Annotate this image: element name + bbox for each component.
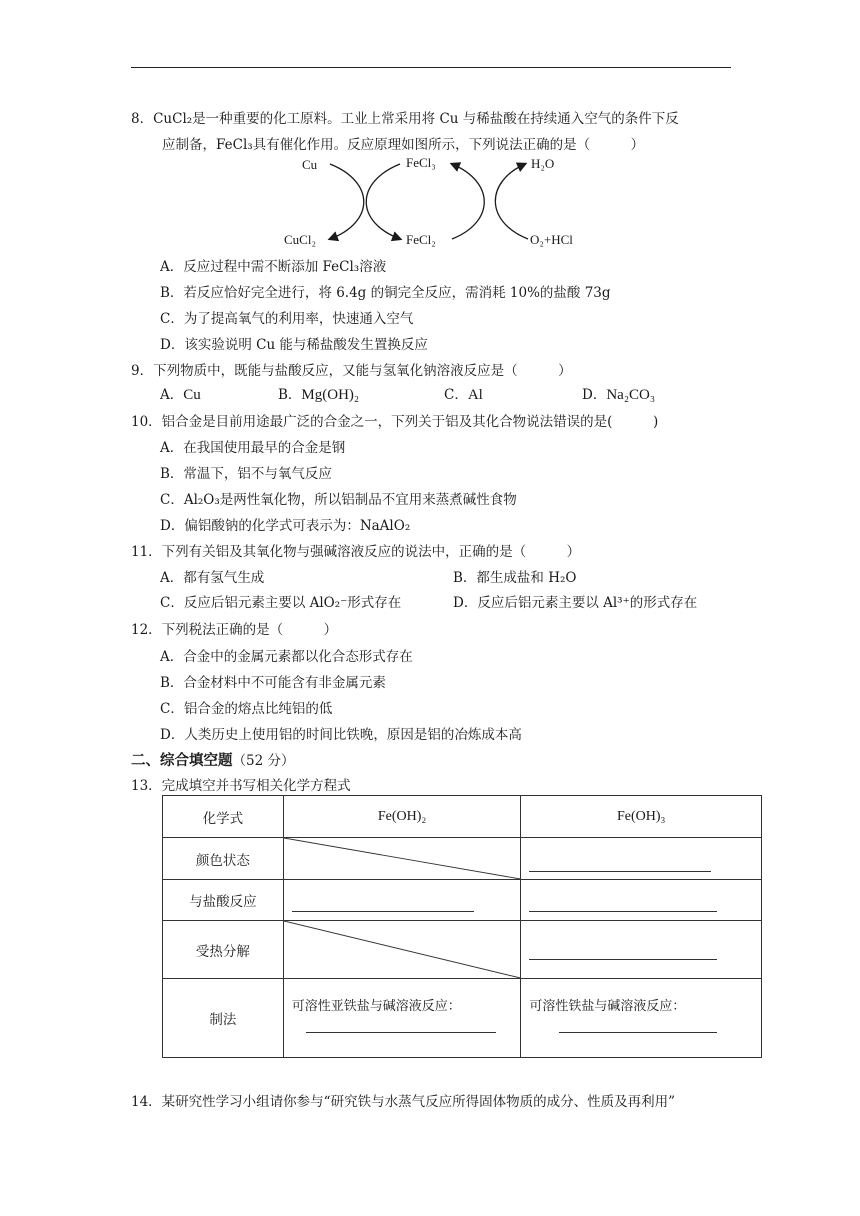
row-label-heat: 受热分解	[163, 921, 284, 979]
cell-diagonal-crossed	[283, 921, 521, 979]
q13-table	[162, 795, 762, 1058]
label-cu: Cu	[302, 157, 318, 172]
q8-stem-line1: 8．CuCl₂是一种重要的化工原料。工业上常采用将 Cu 与稀盐酸在持续通入空气的条件下反	[131, 111, 679, 127]
header-cell-formula: 化学式	[163, 796, 284, 838]
section-title: 二、综合填空题	[131, 753, 233, 769]
q9-option-c-text: Al	[467, 387, 483, 403]
method-cell-fe2	[283, 979, 521, 1058]
row-label-method: 制法	[163, 979, 284, 1058]
q14-stem: 14．某研究性学习小组请你参与“研究铁与水蒸气反应所得固体物质的成分、性质及再利用”	[131, 1094, 675, 1110]
arrow-o2hcl-to-h2o	[495, 164, 528, 239]
label-h2o: H₂O	[531, 156, 555, 171]
q9-option-a-label: A．	[160, 387, 184, 403]
row-label-color: 颜色状态	[163, 838, 284, 880]
answer-blank[interactable]	[529, 910, 717, 912]
q9-option-a-text: Cu	[183, 387, 201, 403]
q13-stem: 13．完成填空并书写相关化学方程式	[131, 778, 351, 794]
method-cell-fe3	[521, 979, 762, 1058]
header-cell-feoh2: Fe(OH)₂	[283, 796, 521, 838]
q9-option-b-text: Mg(OH)₂	[301, 387, 360, 403]
arrow-cu-to-cucl2	[330, 164, 364, 239]
answer-blank[interactable]	[529, 958, 717, 960]
q10-stem: 10．铝合金是目前用途最广泛的合金之一，下列关于铝及其化合物说法错误的是( )	[131, 414, 659, 430]
method-text-fe3: 可溶性铁盐与碱溶液反应：	[529, 999, 686, 1014]
q8-option-d: D．该实验说明 Cu 能与稀盐酸发生置换反应	[160, 337, 428, 353]
q9-option-d-label: D．	[582, 387, 607, 403]
method-text-fe2: 可溶性亚铁盐与碱溶液反应：	[291, 999, 461, 1014]
q9-option-b	[278, 385, 359, 405]
q8-stem-line2: 应制备，FeCl₃具有催化作用。反应原理如图所示，下列说法正确的是（ ）	[162, 137, 645, 153]
q9-option-a	[160, 385, 201, 405]
answer-blank[interactable]	[306, 1031, 496, 1033]
cell-diagonal-crossed	[283, 838, 521, 880]
label-fecl2: FeCl₂	[406, 232, 436, 247]
answer-cell[interactable]	[283, 880, 521, 921]
q12-stem: 12．下列税法正确的是（ ）	[131, 622, 338, 638]
q9-stem: 9．下列物质中，既能与盐酸反应，又能与氢氧化钠溶液反应是（ ）	[131, 363, 572, 379]
answer-blank[interactable]	[292, 910, 474, 912]
q9-option-c	[444, 385, 483, 405]
row-label-hcl: 与盐酸反应	[163, 880, 284, 921]
q12-option-b: B．合金材料中不可能含有非金属元素	[160, 675, 386, 691]
table-row	[163, 796, 762, 838]
q9-option-b-label: B．	[278, 387, 302, 403]
q10-option-a: A．在我国使用最早的合金是钢	[160, 440, 346, 456]
diagonal-line	[284, 921, 521, 978]
table-row	[163, 838, 762, 880]
section-points: （52 分）	[232, 753, 295, 769]
q8-option-b: B．若反应恰好完全进行，将 6.4g 的铜完全反应，需消耗 10%的盐酸 73g	[160, 285, 611, 301]
answer-cell[interactable]	[521, 838, 762, 880]
q8-option-c: C．为了提高氧气的利用率，快速通入空气	[160, 311, 414, 327]
header-rule	[131, 67, 731, 68]
answer-blank[interactable]	[529, 870, 711, 872]
q9-option-c-label: C．	[444, 387, 468, 403]
label-cucl2: CuCl₂	[284, 232, 316, 247]
q12-option-a: A．合金中的金属元素都以化合态形式存在	[160, 649, 413, 665]
q10-option-b: B．常温下，铝不与氧气反应	[160, 466, 332, 482]
table-row	[163, 921, 762, 979]
q8-option-a: A．反应过程中需不断添加 FeCl₃溶液	[160, 259, 387, 275]
label-o2hcl: O₂+HCl	[530, 232, 573, 247]
label-fecl3: FeCl₃	[406, 155, 436, 170]
arrow-fecl3-to-fecl2	[366, 164, 400, 239]
q11-option-a: A．都有氢气生成	[160, 570, 265, 586]
reaction-cycle-diagram	[280, 152, 610, 252]
table-row	[163, 979, 762, 1058]
q9-option-d-text: Na₂CO₃	[606, 387, 656, 403]
q12-option-c: C．铝合金的熔点比纯铝的低	[160, 701, 333, 717]
q11-option-c: C．反应后铝元素主要以 AlO₂⁻形式存在	[160, 595, 402, 611]
header-cell-feoh3: Fe(OH)₃	[521, 796, 762, 838]
answer-cell[interactable]	[521, 921, 762, 979]
q12-option-d: D．人类历史上使用铝的时间比铁晚，原因是铝的冶炼成本高	[160, 727, 522, 743]
q11-stem: 11．下列有关铝及其氧化物与强碱溶液反应的说法中，正确的是（ ）	[131, 544, 581, 560]
diagonal-line	[284, 838, 521, 879]
arrow-fecl2-to-fecl3	[452, 164, 484, 239]
table-row	[163, 880, 762, 921]
section-heading	[131, 749, 294, 770]
q10-option-c: C．Al₂O₃是两性氧化物，所以铝制品不宜用来蒸煮碱性食物	[160, 492, 517, 508]
answer-cell[interactable]	[521, 880, 762, 921]
q9-option-d	[582, 385, 655, 405]
q10-option-d: D．偏铝酸钠的化学式可表示为：NaAlO₂	[160, 518, 411, 534]
q11-option-b: B．都生成盐和 H₂O	[453, 570, 577, 586]
q11-option-d: D．反应后铝元素主要以 Al³⁺的形式存在	[453, 595, 698, 611]
answer-blank[interactable]	[559, 1031, 717, 1033]
